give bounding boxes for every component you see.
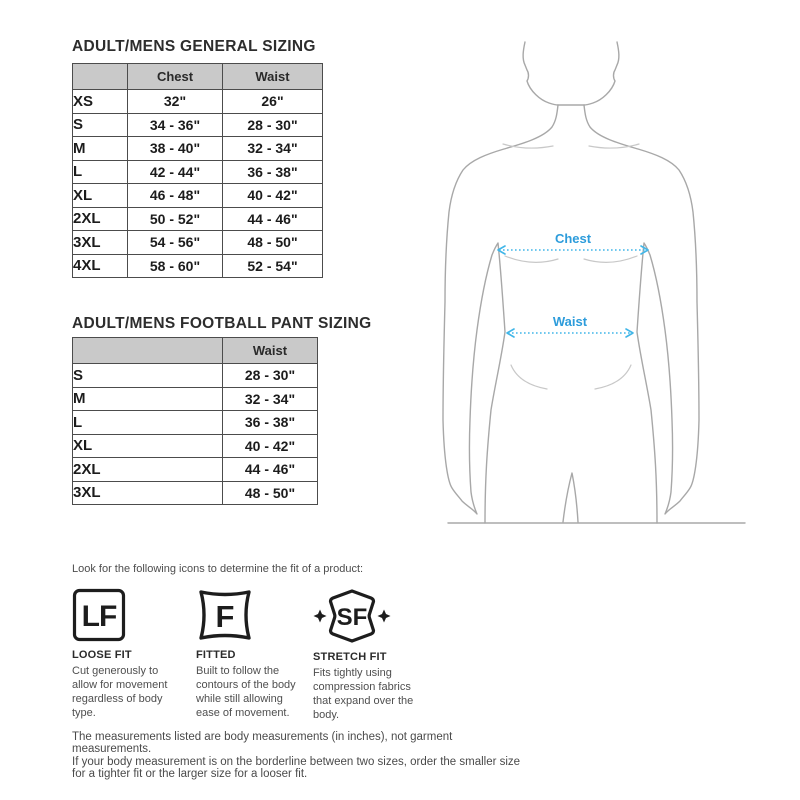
header-row [73, 64, 323, 90]
size-cell: 3XL [73, 481, 223, 505]
size-cell: 4XL [73, 254, 128, 278]
table-row [73, 458, 318, 482]
header-cell-empty [73, 64, 128, 90]
waist-cell: 28 - 30" [223, 113, 323, 137]
size-cell: XL [73, 184, 128, 208]
chest-cell: 46 - 48" [128, 184, 223, 208]
table-row [73, 364, 318, 388]
hip-line-left [511, 365, 547, 389]
fit-item-loose-fit [72, 588, 178, 720]
footer-line2: If your body measurement is on the borderline between two sizes, order the smaller size for a tighter fit or the larger size for a looser fit. [72, 755, 521, 780]
waist-cell: 32 - 34" [223, 137, 323, 161]
waist-cell: 36 - 38" [223, 411, 318, 435]
waist-measure-label: Waist [552, 314, 588, 329]
waist-cell: 36 - 38" [223, 160, 323, 184]
fit-guide-intro: Look for the following icons to determine the fit of a product: [72, 563, 364, 575]
chest-measure-label: Chest [554, 231, 592, 246]
body-outline-right [584, 105, 699, 523]
waist-cell: 28 - 30" [223, 364, 318, 388]
fitted-icon [196, 588, 254, 642]
chest-line-right [584, 256, 637, 262]
hip-line-right [595, 365, 631, 389]
chest-cell: 38 - 40" [128, 137, 223, 161]
waist-cell: 40 - 42" [223, 184, 323, 208]
size-cell: 3XL [73, 231, 128, 255]
waist-cell: 44 - 46" [223, 458, 318, 482]
general-sizing-title: ADULT/MENS GENERAL SIZING [72, 38, 316, 55]
table-row [73, 90, 323, 114]
footer-line1: The measurements listed are body measurements (in inches), not garment measurements. [72, 731, 453, 756]
footer-note [72, 731, 524, 780]
waist-cell: 48 - 50" [223, 481, 318, 505]
fit-name: LOOSE FIT [72, 649, 132, 661]
header-cell-empty [73, 338, 223, 364]
pant-sizing-table [72, 337, 318, 505]
loose-fit-icon [72, 588, 126, 642]
size-cell: 2XL [73, 207, 128, 231]
table-row [73, 160, 323, 184]
stretch-fit-abbr: SF [336, 604, 368, 631]
stretch-fit-icon [313, 588, 391, 644]
loose-fit-abbr: LF [81, 600, 117, 633]
pant-sizing-title: ADULT/MENS FOOTBALL PANT SIZING [72, 315, 372, 332]
header-row [73, 338, 318, 364]
table-row [73, 231, 323, 255]
chest-cell: 50 - 52" [128, 207, 223, 231]
fit-description: Built to follow the contours of the body while still allowing ease of movement. [196, 665, 296, 719]
waist-measurement [507, 314, 633, 337]
size-cell: S [73, 113, 128, 137]
fit-name: STRETCH FIT [313, 651, 387, 663]
chest-cell: 42 - 44" [128, 160, 223, 184]
table-row [73, 481, 318, 505]
chest-cell: 54 - 56" [128, 231, 223, 255]
waist-cell: 44 - 46" [223, 207, 323, 231]
table-row [73, 113, 323, 137]
chest-cell: 58 - 60" [128, 254, 223, 278]
header-cell-chest: Chest [128, 64, 223, 90]
table-row [73, 137, 323, 161]
fit-name: FITTED [196, 649, 236, 661]
chest-cell: 34 - 36" [128, 113, 223, 137]
table-row [73, 434, 318, 458]
left-diamond [314, 610, 327, 623]
size-cell: 2XL [73, 458, 223, 482]
size-cell: S [73, 364, 223, 388]
inner-leg-lines [563, 473, 578, 522]
waist-cell: 52 - 54" [223, 254, 323, 278]
body-figure [415, 10, 790, 535]
waist-cell: 40 - 42" [223, 434, 318, 458]
chest-line-left [505, 256, 558, 262]
table-row [73, 254, 323, 278]
chest-measurement [498, 231, 648, 254]
fit-item-stretch-fit [313, 588, 425, 722]
body-outline-left [443, 105, 558, 523]
table-row [73, 184, 323, 208]
fitted-abbr: F [215, 599, 235, 634]
waist-cell: 32 - 34" [223, 387, 318, 411]
waist-cell: 26" [223, 90, 323, 114]
header-cell-waist: Waist [223, 64, 323, 90]
right-diamond [378, 610, 391, 623]
size-cell: L [73, 160, 128, 184]
table-row [73, 207, 323, 231]
size-cell: XS [73, 90, 128, 114]
fit-description: Fits tightly using compression fabrics that expand over the body. [313, 667, 414, 721]
table-row [73, 387, 318, 411]
fit-item-fitted [196, 588, 304, 720]
fit-description: Cut generously to allow for movement regardless of body type. [72, 665, 168, 719]
general-sizing-table [72, 63, 323, 278]
head-outline [523, 42, 619, 105]
header-cell-waist: Waist [223, 338, 318, 364]
waist-cell: 48 - 50" [223, 231, 323, 255]
size-cell: XL [73, 434, 223, 458]
size-cell: L [73, 411, 223, 435]
chest-cell: 32" [128, 90, 223, 114]
size-cell: M [73, 137, 128, 161]
table-row [73, 411, 318, 435]
size-cell: M [73, 387, 223, 411]
